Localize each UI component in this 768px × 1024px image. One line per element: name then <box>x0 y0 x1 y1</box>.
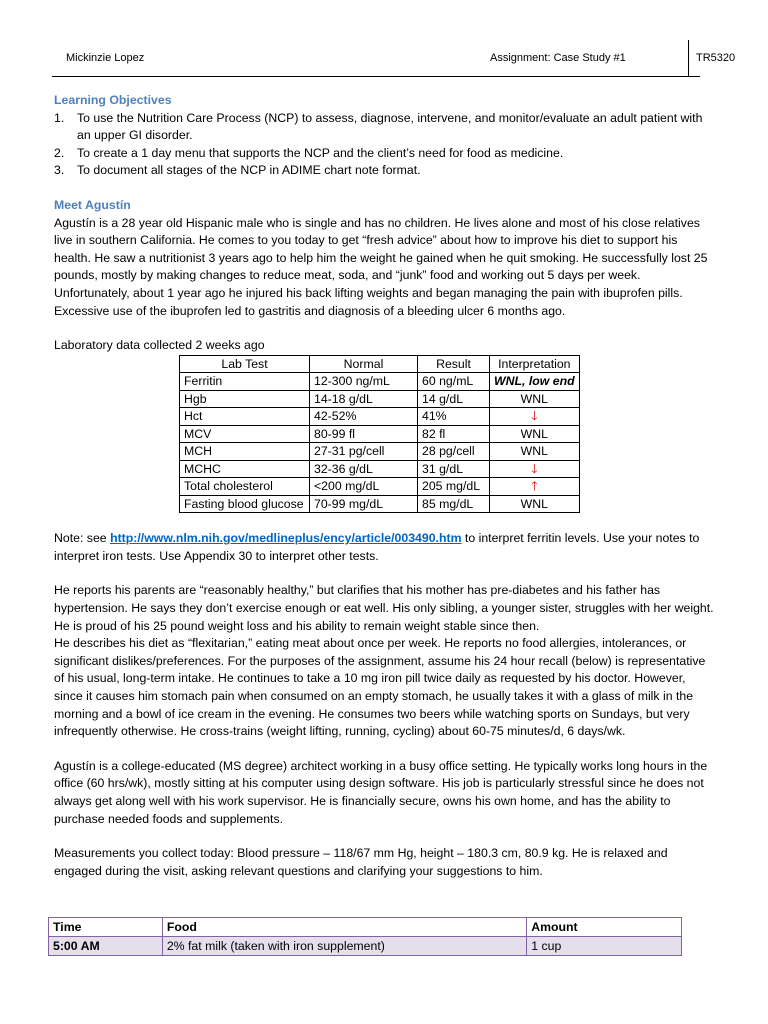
lab-normal: 27-31 pg/cell <box>310 443 418 461</box>
recall-header-time: Time <box>49 918 163 937</box>
lab-test: MCH <box>180 443 310 461</box>
lab-normal: 14-18 g/dL <box>310 390 418 408</box>
lab-result: 14 g/dL <box>418 390 490 408</box>
objective-text: To create a 1 day menu that supports the NCP and the client’s need for food as medicine. <box>77 145 564 160</box>
lab-row <box>180 478 580 496</box>
objective-text: To use the Nutrition Care Process (NCP) to assess, diagnose, intervene, and monitor/evaluate an adult patient with an upper GI disorder. <box>77 110 703 143</box>
lab-normal: 80-99 fl <box>310 425 418 443</box>
lab-test: Total cholesterol <box>180 478 310 496</box>
lab-header-result: Result <box>418 355 490 373</box>
lab-header-normal: Normal <box>310 355 418 373</box>
objective-number: 3. <box>54 163 65 178</box>
intro-paragraph: Agustín is a 28 year old Hispanic male who is single and has no children. He lives alone and most of his close relatives live in southern California. He comes to you today to get “fresh advice” about how to improve his diet to support his health. He saw a nutritionist 3 years ago to help him the weight he gained when he quit smoking. He successfully lost 25 pounds, mostly by making changes to reduce meat, soda, and “junk” food and working out 5 days per week. Unfortunately, about 1 year ago he injured his back lifting weights and began managing the pain with ibuprofen pills. Excessive use of the ibuprofen led to gastritis and diagnosis of a bleeding ulcer 6 months ago. <box>54 215 708 318</box>
lab-test: Ferritin <box>180 373 310 391</box>
recall-table <box>48 917 682 956</box>
lab-result: 82 fl <box>418 425 490 443</box>
objective-item <box>54 145 716 163</box>
lab-result: 28 pg/cell <box>418 443 490 461</box>
document-body <box>54 92 716 880</box>
lab-test: MCHC <box>180 460 310 478</box>
arrow-down-icon: 🡓 <box>490 460 580 478</box>
lab-row <box>180 373 580 391</box>
lab-interpretation: WNL <box>490 390 580 408</box>
note-paragraph <box>54 530 716 565</box>
lab-interpretation: WNL, low end <box>490 373 580 391</box>
course-code: TR5320 <box>696 52 736 64</box>
diet-paragraph: He describes his diet as “flexitarian,” eating meat about once per week. He reports no food allergies, intolerances, or significant dislikes/preferences. For the purposes of the assignment, assume his 24 hour recall (below) is representative of his usual, long-term intake. He continues to take a 10 mg iron pill twice daily as requested by his doctor. However, since it causes him stomach pain when consumed on an empty stomach, he usually takes it with a glass of milk in the morning and a bowl of ice cream in the evening. He consumes two beers while watching sports on Sundays, but very infrequently otherwise. He cross-trains (weight lifting, running, cycling) about 60-75 minutes/d, 6 days/wk. <box>54 636 706 739</box>
recall-header-food: Food <box>162 918 526 937</box>
arrow-down-icon: 🡓 <box>490 408 580 426</box>
lab-result: 60 ng/mL <box>418 373 490 391</box>
medlineplus-link[interactable]: http://www.nlm.nih.gov/medlineplus/ency/article/003490.htm <box>110 531 462 546</box>
arrow-up-icon: 🡑 <box>490 478 580 496</box>
lab-interpretation: WNL <box>490 495 580 513</box>
recall-header-amount: Amount <box>527 918 682 937</box>
lab-result: 205 mg/dL <box>418 478 490 496</box>
lab-table <box>179 355 580 514</box>
lab-row <box>180 495 580 513</box>
lab-row <box>180 390 580 408</box>
objectives-list <box>54 110 716 180</box>
lab-test: Fasting blood glucose <box>180 495 310 513</box>
page-header <box>52 40 736 77</box>
objective-number: 1. <box>54 110 65 125</box>
lab-normal: 70-99 mg/dL <box>310 495 418 513</box>
recall-time: 5:00 AM <box>49 937 163 956</box>
lab-normal: 32-36 g/dL <box>310 460 418 478</box>
note-suffix: to interpret ferritin levels. Use your notes to interpret iron tests. Use Appendix 30 to interpret other tests. <box>54 531 700 563</box>
recall-food: 2% fat milk (taken with iron supplement) <box>162 937 526 956</box>
work-paragraph: Agustín is a college-educated (MS degree) architect working in a busy office setting. He typically works long hours in the office (60 hrs/wk), mostly sitting at his computer using design software. His job is particularly stressful since he does not always get along well with his work supervisor. He is financially secure, owns his own home, and has the ability to purchase needed foods and supplements. <box>54 758 708 826</box>
lab-interpretation: WNL <box>490 443 580 461</box>
recall-row <box>49 937 682 956</box>
objective-text: To document all stages of the NCP in ADIME chart note format. <box>77 163 421 178</box>
lab-normal: <200 mg/dL <box>310 478 418 496</box>
lab-row <box>180 408 580 426</box>
meet-heading: Meet Agustín <box>54 197 131 212</box>
lab-caption: Laboratory data collected 2 weeks ago <box>54 338 265 353</box>
lab-result: 85 mg/dL <box>418 495 490 513</box>
lab-normal: 12-300 ng/mL <box>310 373 418 391</box>
lab-row <box>180 425 580 443</box>
objective-item <box>54 110 716 145</box>
header-divider <box>688 40 689 76</box>
lab-test: Hgb <box>180 390 310 408</box>
lab-result: 31 g/dL <box>418 460 490 478</box>
lab-row <box>180 460 580 478</box>
recall-amount: 1 cup <box>527 937 682 956</box>
lab-interpretation: WNL <box>490 425 580 443</box>
lab-header-test: Lab Test <box>180 355 310 373</box>
lab-normal: 42-52% <box>310 408 418 426</box>
measurements-paragraph: Measurements you collect today: Blood pressure – 118/67 mm Hg, height – 180.3 cm, 80.9 kg. He is relaxed and engaged during the visit, asking relevant questions and clarifying your suggestions to him. <box>54 846 668 878</box>
lab-result: 41% <box>418 408 490 426</box>
family-paragraph: He reports his parents are “reasonably healthy,” but clarifies that his mother has pre-diabetes and his father has hypertension. He says they don’t exercise enough or eat well. His only sibling, a younger sister, struggles with her weight. He is proud of his 25 pound weight loss and his ability to remain weight stable since then. <box>54 583 714 633</box>
lab-test: MCV <box>180 425 310 443</box>
lab-test: Hct <box>180 408 310 426</box>
objective-item <box>54 162 716 180</box>
lab-header-interpretation: Interpretation <box>490 355 580 373</box>
lab-row <box>180 443 580 461</box>
assignment-title: Assignment: Case Study #1 <box>490 52 626 64</box>
student-name: Mickinzie Lopez <box>66 52 145 64</box>
objective-number: 2. <box>54 145 65 160</box>
note-prefix: Note: see <box>54 531 111 546</box>
objectives-heading: Learning Objectives <box>54 93 172 107</box>
